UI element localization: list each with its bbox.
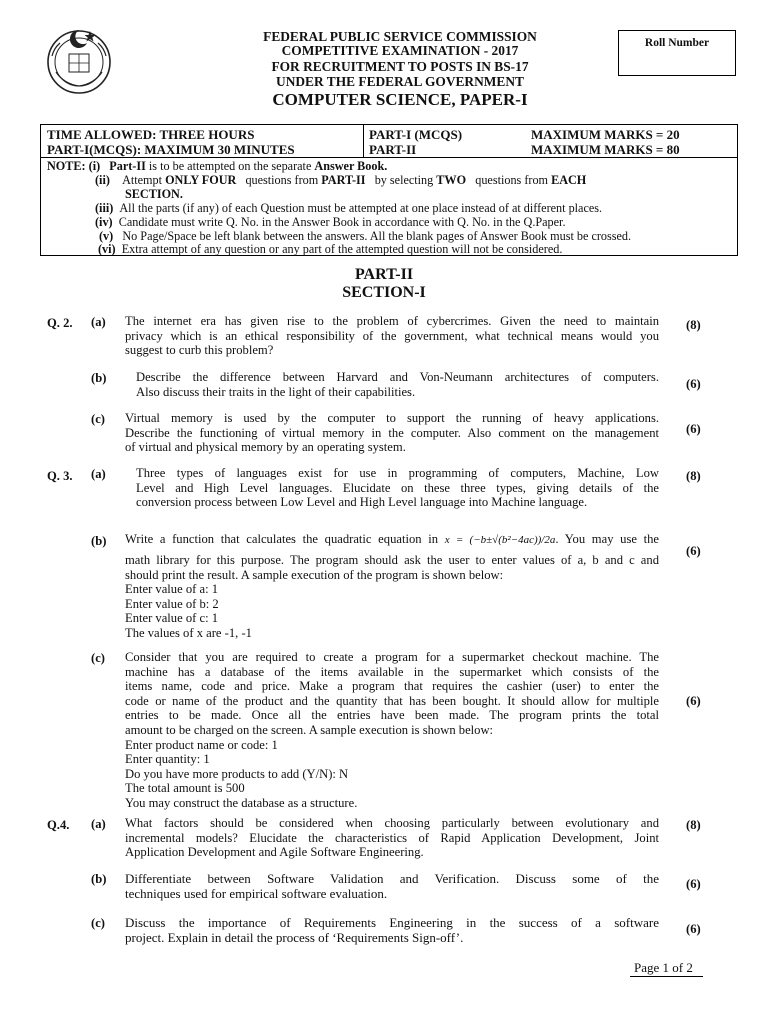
note-4: (iv) Candidate must write Q. No. in the Answer Book in accordance with Q. No. in the Q.Paper. [95, 215, 566, 229]
section-heading: SECTION-I [342, 284, 426, 301]
question-line: You may construct the database as a structure. [125, 795, 358, 810]
marks: (8) [686, 318, 701, 332]
question-line: Also discuss their traits in the light of their capabilities. [136, 384, 416, 399]
sub-label: (a) [91, 315, 106, 329]
question-text [136, 466, 659, 510]
note-3: (iii) All the parts (if any) of each Question must be attempted at one place instead of at different places. [95, 201, 603, 215]
roll-number-label: Roll Number [644, 37, 710, 49]
question-number: Q.4. [47, 818, 70, 832]
sub-label: (c) [91, 916, 105, 930]
question-text [125, 916, 659, 945]
note-2: (ii) Attempt ONLY FOUR questions from PART-II by selecting TWO questions from EACH [95, 173, 587, 187]
question-line: Do you have more products to add (Y/N): N [125, 766, 349, 781]
marks: (6) [686, 694, 701, 708]
question-line: Virtual memory is used by the computer to support the running of heavy applications. [125, 411, 659, 425]
question-line: Enter value of c: 1 [125, 611, 219, 626]
question-line: Enter quantity: 1 [125, 752, 210, 767]
max-marks-part1: MAXIMUM MARKS = 20 [531, 127, 680, 142]
part2-label: PART-II [369, 142, 417, 157]
exam-title: COMPETITIVE EXAMINATION - 2017 [281, 43, 519, 58]
question-line: The total amount is 500 [125, 781, 245, 796]
question-number: Q. 2. [47, 316, 73, 330]
sub-label: (a) [91, 817, 106, 831]
question-line: techniques used for empirical software evaluation. [125, 885, 388, 901]
question-line: Write a function that calculates the quadratic equation in x = (−b±√(b²−4ac))/2a. You may use the [125, 532, 660, 547]
question-text [125, 650, 659, 811]
question-line: Discuss the importance of Requirements Engineering in the success of a software [125, 915, 659, 930]
question-text [136, 370, 659, 399]
sub-label: (c) [91, 412, 105, 426]
question-line: machine has a database of the items available in the supermarket which consists of the [125, 664, 659, 679]
question-line: Enter value of b: 2 [125, 596, 219, 611]
question-line: Enter product name or code: 1 [125, 737, 278, 752]
question-line: The values of x are -1, -1 [125, 626, 252, 641]
question-lines [125, 553, 659, 641]
question-line: code or name of the product and the quantity that has been bought. It should allow for multiple [125, 693, 659, 708]
question-line: amount to be charged on the screen. A sample execution is shown below: [125, 722, 494, 737]
commission-title: FEDERAL PUBLIC SERVICE COMMISSION [263, 29, 537, 44]
government-line: UNDER THE FEDERAL GOVERNMENT [276, 74, 524, 89]
part1-time: PART-I(MCQS): MAXIMUM 30 MINUTES [47, 142, 295, 157]
question-line: conversion process between Low Level and High Level language into Machine language. [136, 495, 588, 510]
question-line: Three types of languages exist for use in programming of computers, Machine, Low [136, 466, 659, 480]
fpsc-emblem-icon [42, 22, 116, 96]
marks: (6) [686, 544, 701, 558]
question-text [125, 411, 659, 455]
time-allowed: TIME ALLOWED: THREE HOURS [47, 127, 255, 142]
question-text [125, 314, 659, 358]
question-line: incremental models? Elucidate the characteristics of Rapid Application Development, Joint [125, 830, 659, 845]
subject-title: COMPUTER SCIENCE, PAPER-I [272, 90, 528, 109]
question-number: Q. 3. [47, 469, 73, 483]
question-line: Level and High Level languages. Elucidate on these three types, giving details of the [136, 480, 659, 495]
sub-label: (a) [91, 467, 106, 481]
question-text [125, 816, 659, 860]
marks: (6) [686, 377, 701, 391]
question-line: What factors should be considered when choosing particularly between evolutionary and [125, 816, 659, 830]
note-5: (v) No Page/Space be left blank between the answers. All the blank pages of Answer Book must be crossed. [99, 229, 632, 243]
note-2-cont: SECTION. [125, 187, 183, 201]
question-line: Describe the functioning of virtual memory in the computer. Also comment on the management [125, 425, 659, 440]
note-6: (vi) Extra attempt of any question or any part of the attempted question will not be considered. [98, 242, 563, 256]
recruitment-line: FOR RECRUITMENT TO POSTS IN BS-17 [271, 59, 529, 74]
sub-label: (b) [91, 534, 107, 548]
question-line: entries to be made. Once all the entries have been made. The program prints the total [125, 708, 659, 723]
note-1: NOTE: (i) Part-II is to be attempted on the separate Answer Book. [47, 159, 388, 173]
question-line: suggest to curb this problem? [125, 343, 274, 358]
question-line: Describe the difference between Harvard and Von-Neumann architectures of computers. [136, 370, 659, 384]
question-line: Differentiate between Software Validation and Verification. Discuss some of the [125, 871, 659, 886]
marks: (8) [686, 818, 701, 832]
sub-label: (b) [91, 371, 107, 385]
question-line: The internet era has given rise to the problem of cybercrimes. Given the need to maintain [125, 314, 659, 328]
question-line: items name, code and price. Make a program that requires the cashier (user) to enter the [125, 679, 659, 694]
sub-label: (b) [91, 872, 107, 886]
exam-info-table [40, 124, 738, 158]
question-line: Enter value of a: 1 [125, 582, 219, 597]
marks: (8) [686, 469, 701, 483]
sub-label: (c) [91, 651, 105, 665]
question-line: privacy which is an ethical responsibility of the government, what technical means would you [125, 328, 659, 343]
marks: (6) [686, 877, 701, 891]
question-line: math library for this purpose. The program should ask the user to enter values of a, b and c and [125, 553, 659, 568]
page-number: Page 1 of 2 [634, 960, 693, 975]
question-line: should print the result. A sample execution of the program is shown below: [125, 567, 504, 582]
question-line: project. Explain in detail the process of ‘Requirements Sign-off’. [125, 929, 464, 945]
question-line: of virtual and physical memory by an operating system. [125, 440, 406, 455]
part1-label: PART-I (MCQS) [369, 127, 463, 142]
footer-underline [630, 976, 703, 977]
roll-number-box[interactable] [618, 30, 736, 76]
marks: (6) [686, 422, 701, 436]
table-divider [363, 125, 364, 157]
question-text [125, 526, 659, 641]
question-text [125, 872, 659, 901]
notes-box [40, 158, 738, 256]
question-line: Consider that you are required to create a program for a supermarket checkout machine. The [125, 650, 659, 664]
max-marks-part2: MAXIMUM MARKS = 80 [531, 142, 680, 157]
marks: (6) [686, 922, 701, 936]
part-heading: PART-II [354, 266, 414, 283]
question-line: Application Development and Agile Software Engineering. [125, 845, 424, 860]
quadratic-formula: x = (−b±√(b²−4ac))/2a [444, 534, 556, 547]
